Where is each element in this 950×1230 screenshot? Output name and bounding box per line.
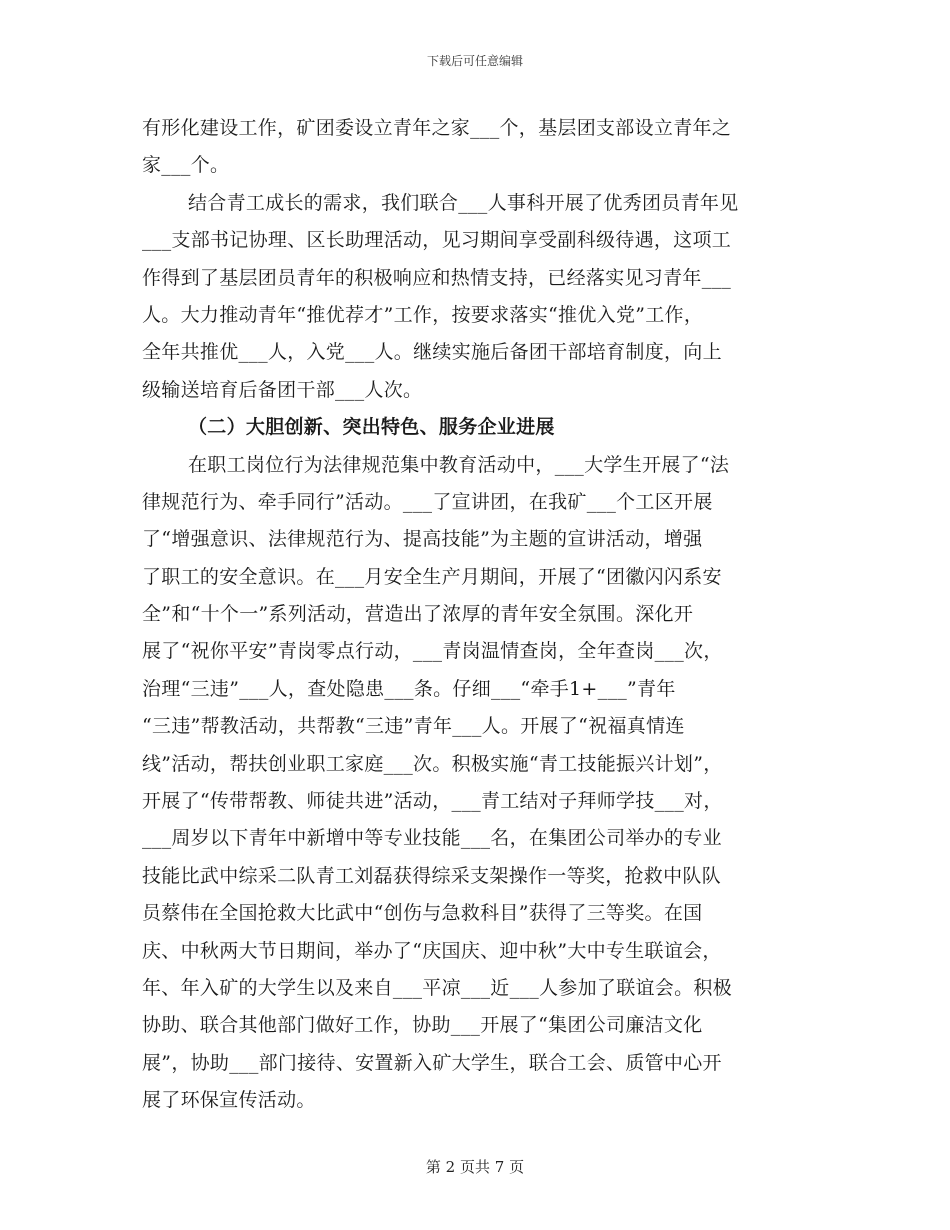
text-line: 员蔡伟在全国抢救大比武中“创伤与急救科目”获得了三等奖。在国	[142, 902, 703, 925]
text-line: 家___个。	[142, 154, 230, 177]
document-body	[142, 110, 812, 1120]
text-line: 展”，协助___部门接待、安置新入矿大学生，联合工会、质管中心开	[142, 1051, 722, 1074]
page-number: 第 2 页共 7 页	[425, 1158, 525, 1176]
text-line: 协助、联合其他部门做好工作，协助___开展了“集团公司廉洁文化	[142, 1014, 703, 1037]
text-line: 全年共推优___人，入党___人。继续实施后备团干部培育制度，向上	[142, 341, 722, 364]
text-line: 了“增强意识、法律规范行为、提高技能”为主题的宣讲活动，增强	[142, 528, 703, 551]
text-line: ___支部书记协理、区长助理活动，见习期间享受副科级待遇，这项工	[142, 229, 732, 252]
text-line: 人。大力推动青年“推优荐才”工作，按要求落实“推优入党”工作，	[142, 303, 704, 326]
paragraph-start: 结合青工成长的需求，我们联合___人事科开展了优秀团员青年见	[188, 191, 739, 214]
text-line: 庆、中秋两大节日期间，举办了“庆国庆、迎中秋”大中专生联谊会，	[142, 939, 722, 962]
text-line: 级输送培育后备团干部___人次。	[142, 378, 423, 401]
text-line: 作得到了基层团员青年的积极响应和热情支持，已经落实见习青年___	[142, 266, 732, 289]
text-line: 全”和“十个一”系列活动，营造出了浓厚的青年安全氛围。深化开	[142, 603, 694, 626]
text-line: 律规范行为、牵手同行”活动。___了宣讲团，在我矿___个工区开展	[142, 490, 713, 513]
text-line: “三违”帮教活动，共帮教“三违”青年___人。开展了“祝福真情连	[142, 715, 685, 738]
text-line: ___周岁以下青年中新增中等专业技能___名，在集团公司举办的专业	[142, 827, 722, 850]
text-line: 开展了“传带帮教、师徒共进”活动，___青工结对子拜师学技___对，	[142, 790, 723, 813]
page-header: 下载后可任意编辑	[426, 54, 523, 68]
text-line: 年、年入矿的大学生以及来自___平凉___近___人参加了联谊会。积极	[142, 976, 733, 999]
text-line: 线”活动，帮扶创业职工家庭___次。积极实施“青工技能振兴计划”，	[142, 752, 723, 775]
text-line: 有形化建设工作，矿团委设立青年之家___个，基层团支部设立青年之	[142, 117, 732, 139]
text-line: 展了环保宣传活动。	[142, 1089, 316, 1112]
text-line: 技能比武中综采二队青工刘磊获得综采支架操作一等奖，抢救中队队	[142, 864, 722, 887]
text-line: 治理“三违”___人，查处隐患___条。仔细___“牵手1+___”青年	[142, 677, 676, 700]
paragraph-start: 在职工岗位行为法律规范集中教育活动中，___大学生开展了“法	[188, 453, 730, 476]
text-line: 展了“祝你平安”青岗零点行动，___青岗温情查岗，全年查岗___次，	[142, 640, 723, 663]
section-heading: （二）大胆创新、突出特色、服务企业进展	[188, 416, 555, 439]
text-line: 了职工的安全意识。在___月安全生产月期间，开展了“团徽闪闪系安	[142, 565, 722, 588]
